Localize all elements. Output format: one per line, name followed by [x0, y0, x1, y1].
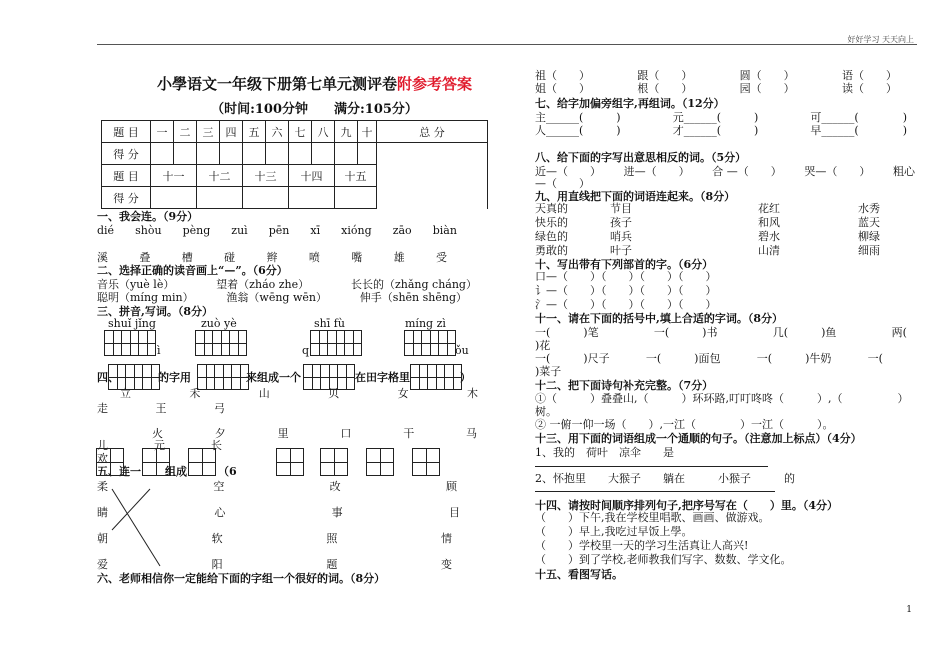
q7-title: 七、给字加偏旁组字,再组词。（12分） — [535, 97, 725, 110]
radical-blank[interactable]: 元______( ) — [672, 111, 759, 124]
q4-title-part: 来组成一个 — [246, 371, 301, 384]
score-cell: 十一 — [151, 165, 197, 187]
word: 山清 — [758, 244, 780, 257]
char: 改 — [329, 480, 341, 493]
char: 雄 — [393, 251, 405, 264]
word: 绿色的 — [535, 230, 568, 243]
q11-line2 — [535, 350, 883, 366]
q3-pinyin: míng zì — [405, 317, 446, 330]
score-cell: 二 — [174, 121, 197, 143]
char: 王 — [155, 402, 167, 415]
radical-blank[interactable]: 主______( ) — [535, 111, 621, 124]
char: 碰 — [224, 251, 236, 264]
reading-option[interactable]: 音乐（yuè lè） — [97, 278, 175, 291]
char: 软 — [211, 532, 223, 545]
q12-title: 十二、把下面诗句补充完整。（7分） — [535, 379, 714, 392]
score-cell: 十 — [358, 121, 377, 143]
q4-extra-char: 欢 — [97, 452, 108, 465]
word-blank[interactable]: 跟（ ） — [637, 69, 693, 82]
radical-line[interactable]: 讠—（ ）（ ）（ ）（ ） — [535, 284, 717, 297]
q12-line2[interactable]: ② 一俯一仰一场（ ）,一江（ ）一江（ ）。 — [535, 418, 834, 431]
q1-title: 一、我会连。（9分） — [97, 210, 199, 223]
q8-title: 八、给下面的字写出意思相反的词。（5分） — [535, 151, 747, 164]
measure-blank[interactable]: 一( )笔 — [535, 326, 599, 339]
score-cell: 九 — [335, 121, 358, 143]
radical-line[interactable]: 口—（ ）（ ）（ ）（ ） — [535, 270, 717, 283]
q3-tail: ì — [157, 344, 161, 357]
q13-line2: 2、怀抱里 大猴子 躺在 小猴子 的 — [535, 472, 795, 485]
q9-col1 — [535, 202, 568, 258]
q2-title: 二、选择正确的读音画上“—”。（6分） — [97, 264, 288, 277]
measure-blank[interactable]: 一( — [867, 352, 883, 365]
q4-title-part: ） — [460, 371, 471, 384]
q4-title-part: 的字用 — [158, 371, 191, 384]
pinyin: xióng — [341, 224, 372, 237]
word-blank[interactable]: 读（ ） — [841, 82, 897, 95]
pinyin: pēn — [268, 224, 290, 237]
char: 长 — [211, 439, 222, 452]
order-item[interactable]: （ ）下午,我在学校里唱歌、画画、做游戏。 — [535, 511, 770, 524]
score-cell: 得 分 — [102, 143, 151, 165]
q9-col2 — [610, 202, 632, 258]
score-cell: 题 目 — [102, 165, 151, 187]
char: 儿 — [97, 439, 108, 452]
q3-pinyin: shī fù — [314, 317, 345, 330]
radical-line[interactable]: 氵—（ ）（ ）（ ）（ ） — [535, 298, 717, 311]
char: 禾 — [189, 387, 201, 400]
char: 目 — [448, 506, 460, 519]
char: 夕 — [214, 427, 226, 440]
char: 柔 — [97, 480, 108, 493]
char: 朝 — [97, 532, 108, 545]
char: 火 — [152, 427, 163, 440]
q3-pinyin: shuǐ jǐng — [108, 317, 156, 330]
q3-tail: q — [302, 344, 310, 357]
word-blank[interactable]: 圆（ ） — [739, 69, 795, 82]
q11-line1 — [535, 324, 907, 340]
antonym-blank[interactable]: 近—（ ） — [535, 165, 601, 178]
q8-line2[interactable]: —（ ） — [535, 177, 590, 190]
word-blank[interactable]: 语（ ） — [841, 69, 897, 82]
char: 叠 — [139, 251, 151, 264]
char: 照 — [326, 532, 338, 545]
q14-items — [535, 511, 792, 567]
q6-title: 六、老师相信你一定能给下面的字组一个很好的词。（8分） — [97, 572, 386, 585]
antonym-blank[interactable]: 粗心 — [893, 165, 915, 178]
order-item[interactable]: （ ）学校里一天的学习生活真让人高兴! — [535, 539, 749, 552]
word: 天真的 — [535, 202, 568, 215]
word: 孩子 — [610, 216, 632, 229]
char: 里 — [277, 427, 289, 440]
char: 辫 — [266, 251, 278, 264]
pinyin: shòu — [135, 224, 162, 237]
reading-option[interactable]: 聪明（míng min） — [97, 291, 194, 304]
char: 爱 — [97, 558, 108, 571]
char: 情 — [440, 532, 452, 545]
word: 柳绿 — [858, 230, 880, 243]
char: 顾 — [445, 480, 457, 493]
measure-blank[interactable]: 一( )尺子 — [535, 352, 610, 365]
radical-blank[interactable]: 可______( ) — [810, 111, 907, 124]
top-line2 — [535, 80, 897, 96]
char: 元 — [154, 439, 165, 452]
pinyin: pèng — [182, 224, 211, 237]
word: 细雨 — [858, 244, 880, 257]
reading-option[interactable]: 伸手（shēn shēng） — [359, 291, 467, 304]
char: 立 — [120, 387, 131, 400]
q11-title: 十一、请在下面的括号中,填上合适的字词。（8分） — [535, 312, 783, 325]
score-cell: 总 分 — [377, 121, 488, 143]
measure-blank[interactable]: 几( )鱼 — [772, 326, 837, 339]
char: 空 — [213, 480, 225, 493]
score-cell: 六 — [266, 121, 289, 143]
q13-answer-line[interactable] — [535, 466, 768, 467]
score-cell: 五 — [243, 121, 266, 143]
antonym-blank[interactable]: 合 —（ ） — [712, 165, 782, 178]
q13-answer-line[interactable] — [535, 491, 775, 492]
score-cell: 十二 — [197, 165, 243, 187]
q5-title-part: （6 — [218, 465, 237, 478]
radical-blank[interactable]: 早______( ) — [810, 124, 907, 137]
q12-line1-cont: 树。 — [535, 405, 557, 418]
title-highlight: 附参考答案 — [397, 75, 473, 93]
pinyin: dié — [97, 224, 115, 237]
word: 碧水 — [758, 230, 780, 243]
q9-title: 九、用直线把下面的词语连起来。（8分） — [535, 190, 736, 203]
char: 喷 — [308, 251, 320, 264]
q8-line1 — [535, 163, 915, 179]
pinyin: biàn — [432, 224, 457, 237]
score-cell: 一 — [151, 121, 174, 143]
char: 溪 — [97, 251, 108, 264]
measure-blank[interactable]: 一( )书 — [653, 326, 718, 339]
word: 和风 — [758, 216, 780, 229]
char: 山 — [258, 387, 270, 400]
char: 阳 — [211, 558, 223, 571]
char: 女 — [397, 387, 409, 400]
order-item[interactable]: （ ）到了学校,老师教我们写字、数数、学文化。 — [535, 553, 792, 566]
score-cell: 十五 — [335, 165, 377, 187]
q7-line2 — [535, 122, 907, 138]
char: 弓 — [214, 402, 225, 415]
page-number: 1 — [906, 605, 912, 615]
radical-blank[interactable]: 才______( ) — [672, 124, 759, 137]
q3-tail: ǒu — [455, 344, 469, 357]
connect-line — [112, 489, 160, 566]
word: 哨兵 — [610, 230, 632, 243]
word: 勇敢的 — [535, 244, 568, 257]
char: 口 — [340, 427, 352, 440]
word: 花红 — [758, 202, 780, 215]
connect-line — [112, 489, 150, 530]
score-cell: 十三 — [243, 165, 289, 187]
q3-title: 三、拼音,写词。（8分） — [97, 305, 213, 318]
q12-line1[interactable]: ①（ ）叠叠山,（ ）环环路,叮叮咚咚（ ）,（ ） — [535, 392, 909, 405]
reading-option[interactable]: 望着（zháo zhe） — [216, 278, 310, 291]
score-cell: 四 — [220, 121, 243, 143]
pinyin: zuì — [231, 224, 248, 237]
q11-line1-cont: )花 — [535, 339, 551, 352]
word-blank[interactable]: 祖（ ） — [535, 69, 590, 82]
char: 事 — [331, 506, 343, 519]
measure-blank[interactable]: 一( )面包 — [645, 352, 721, 365]
q5-title: 五、连一 — [97, 465, 141, 478]
char: 题 — [326, 558, 338, 571]
measure-blank[interactable]: 一( )牛奶 — [756, 352, 832, 365]
reading-option[interactable]: 长长的（zhǎng cháng） — [350, 278, 477, 291]
title-main: 小學语文一年级下册第七单元测评卷 — [156, 75, 397, 93]
word: 节目 — [610, 202, 632, 215]
char: 槽 — [181, 251, 193, 264]
char: 心 — [214, 506, 226, 519]
score-cell: 得 分 — [102, 187, 151, 209]
q5-title-part: 组成 — [165, 465, 187, 478]
word-blank[interactable]: 园（ ） — [739, 82, 795, 95]
order-item[interactable]: （ ）早上,我吃过早饭上學。 — [535, 525, 693, 538]
pinyin: xī — [310, 224, 321, 237]
antonym-blank[interactable]: 哭—（ ） — [804, 165, 871, 178]
char: 变 — [440, 558, 452, 571]
exam-time: （时间:100分钟 满分:105分） — [211, 102, 418, 117]
char: 受 — [436, 251, 447, 264]
antonym-blank[interactable]: 进—（ ） — [623, 165, 690, 178]
char: 嘴 — [351, 251, 363, 264]
q14-title: 十四、请按时间顺序排列句子,把序号写在（ ）里。（4分） — [535, 499, 838, 512]
reading-option[interactable]: 渔翁（wēng wēn） — [226, 291, 327, 304]
score-cell: 三 — [197, 121, 220, 143]
char: 睛 — [97, 506, 108, 519]
pinyin: zāo — [392, 224, 412, 237]
radical-blank[interactable]: 人______( ) — [535, 124, 621, 137]
q15-title: 十五、看图写话。 — [535, 568, 623, 581]
header-slogan: 好好学习 天天向上 — [847, 35, 914, 44]
q4-title: 四、 — [97, 371, 119, 384]
q13-title: 十三、用下面的词语组成一个通顺的句子。（注意加上标点）（4分） — [535, 432, 862, 445]
word-blank[interactable]: 根（ ） — [637, 82, 693, 95]
word: 叶子 — [610, 244, 632, 257]
word: 蓝天 — [858, 216, 880, 229]
char: 干 — [403, 427, 415, 440]
word: 快乐的 — [535, 216, 568, 229]
score-cell: 题 目 — [102, 121, 151, 143]
q13-line1: 1、我的 荷叶 凉伞 是 — [535, 446, 674, 459]
char: 走 — [97, 402, 108, 415]
char: 贝 — [328, 387, 340, 400]
q11-line2-cont: )菜子 — [535, 365, 562, 378]
q10-radicals — [535, 270, 717, 312]
word: 水秀 — [858, 202, 880, 215]
q4-title-part: 在田字格里 — [355, 371, 410, 384]
char: 木 — [466, 387, 478, 400]
q9-col4 — [858, 202, 880, 258]
score-cell: 十四 — [289, 165, 335, 187]
measure-blank[interactable]: 两( — [891, 326, 907, 339]
score-cell: 七 — [289, 121, 312, 143]
word-blank[interactable]: 姐（ ） — [535, 82, 590, 95]
score-cell: 八 — [312, 121, 335, 143]
q10-title: 十、写出带有下列部首的字。（6分） — [535, 258, 714, 271]
q3-pinyin: zuò yè — [201, 317, 237, 330]
q9-col3 — [758, 202, 780, 258]
char: 马 — [465, 427, 477, 440]
